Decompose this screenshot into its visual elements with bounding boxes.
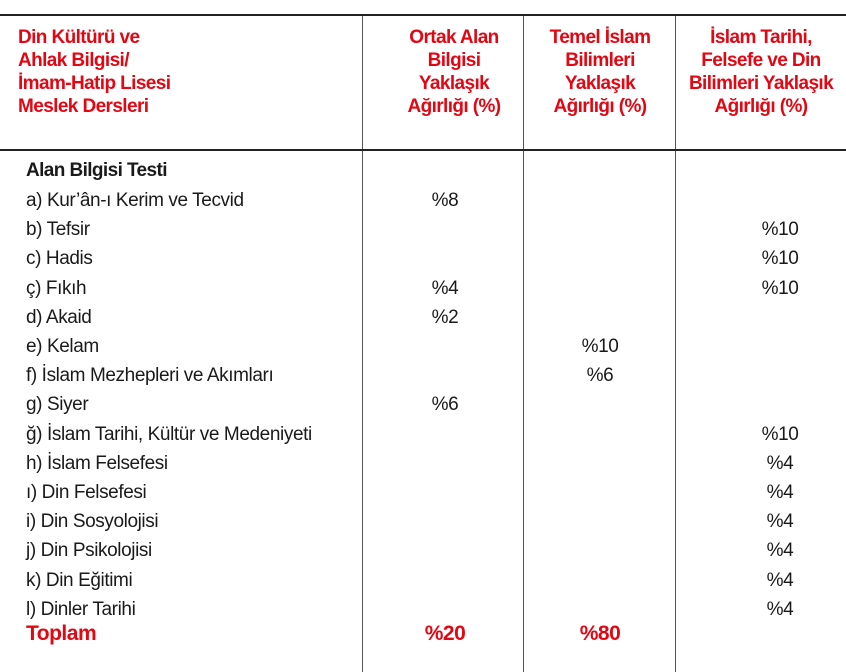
header-ortak-alan — [365, 26, 543, 118]
value-islam-tarihi: %4 — [766, 482, 794, 503]
value-islam-tarihi: %10 — [761, 423, 799, 445]
value-islam-tarihi: %4 — [766, 598, 794, 620]
value-islam-tarihi: %4 — [766, 569, 794, 591]
table-row — [0, 482, 846, 510]
total-label: Toplam — [26, 622, 97, 645]
header-rule — [0, 149, 846, 151]
table-row — [0, 336, 846, 364]
table-row — [0, 307, 846, 335]
header-line: Temel İslam — [549, 27, 651, 48]
value-islam-tarihi: %10 — [761, 219, 799, 241]
row-label: j) Din Psikolojisi — [26, 540, 152, 562]
header-line: Bilimleri — [565, 50, 635, 71]
header-temel-islam — [525, 26, 675, 118]
top-rule — [0, 14, 846, 16]
header-line: Ağırlığı (%) — [407, 96, 501, 117]
header-line: Yaklaşık — [564, 73, 636, 94]
table-row — [0, 570, 846, 598]
header-line: İslam Tarihi, — [710, 27, 812, 48]
row-label: b) Tefsir — [26, 219, 90, 241]
table-row — [0, 190, 846, 218]
header-line: Bilimleri Yaklaşık — [688, 73, 834, 94]
row-label: g) Siyer — [26, 394, 89, 416]
row-label: ı) Din Felsefesi — [26, 482, 147, 503]
row-label: ç) Fıkıh — [26, 277, 87, 299]
value-ortak-alan: %6 — [431, 394, 459, 416]
header-line: Felsefe ve Din — [701, 50, 821, 71]
header-islam-tarihi — [676, 26, 846, 118]
value-islam-tarihi: %4 — [766, 511, 794, 533]
header-line: İmam-Hatip Lisesi — [18, 73, 171, 94]
section-title: Alan Bilgisi Testi — [26, 160, 167, 181]
header-line: Meslek Dersleri — [18, 96, 149, 117]
table-row — [0, 394, 846, 422]
row-label: c) Hadis — [26, 248, 93, 270]
value-temel-islam: %6 — [586, 365, 614, 387]
value-ortak-alan: %8 — [431, 190, 459, 211]
row-label: l) Dinler Tarihi — [26, 598, 136, 620]
value-islam-tarihi: %10 — [761, 248, 799, 270]
total-row — [0, 622, 846, 652]
row-label: i) Din Sosyolojisi — [26, 511, 159, 533]
value-temel-islam: %10 — [581, 336, 619, 357]
header-line: Ahlak Bilgisi/ — [18, 50, 129, 71]
value-islam-tarihi: %4 — [766, 540, 794, 562]
table-row — [0, 453, 846, 481]
value-islam-tarihi: %4 — [766, 452, 794, 474]
total-value-temel-islam: %80 — [579, 622, 621, 645]
row-label: e) Kelam — [26, 336, 99, 357]
header-line: Bilgisi — [427, 50, 481, 71]
header-line: Ağırlığı (%) — [714, 96, 808, 117]
row-label: h) İslam Felsefesi — [26, 452, 168, 474]
header-line: Ortak Alan — [409, 27, 499, 48]
table-row — [0, 219, 846, 247]
total-value-ortak-alan: %20 — [424, 622, 466, 645]
value-ortak-alan: %4 — [431, 277, 459, 299]
row-label: a) Kur’ân-ı Kerim ve Tecvid — [26, 190, 244, 211]
header-subject — [18, 26, 348, 118]
table-row — [0, 540, 846, 568]
table-row — [0, 511, 846, 539]
header-line: Yaklaşık — [418, 73, 490, 94]
row-label: k) Din Eğitimi — [26, 569, 133, 591]
row-label: ğ) İslam Tarihi, Kültür ve Medeniyeti — [26, 423, 312, 445]
header-line: Ağırlığı (%) — [553, 96, 647, 117]
table-row — [0, 424, 846, 452]
header-line: Din Kültürü ve — [18, 27, 140, 48]
row-label: d) Akaid — [26, 306, 92, 328]
row-label: f) İslam Mezhepleri ve Akımları — [26, 365, 274, 387]
table-row — [0, 278, 846, 306]
value-islam-tarihi: %10 — [761, 277, 799, 299]
value-ortak-alan: %2 — [431, 306, 459, 328]
table-row — [0, 365, 846, 393]
table-row — [0, 248, 846, 276]
